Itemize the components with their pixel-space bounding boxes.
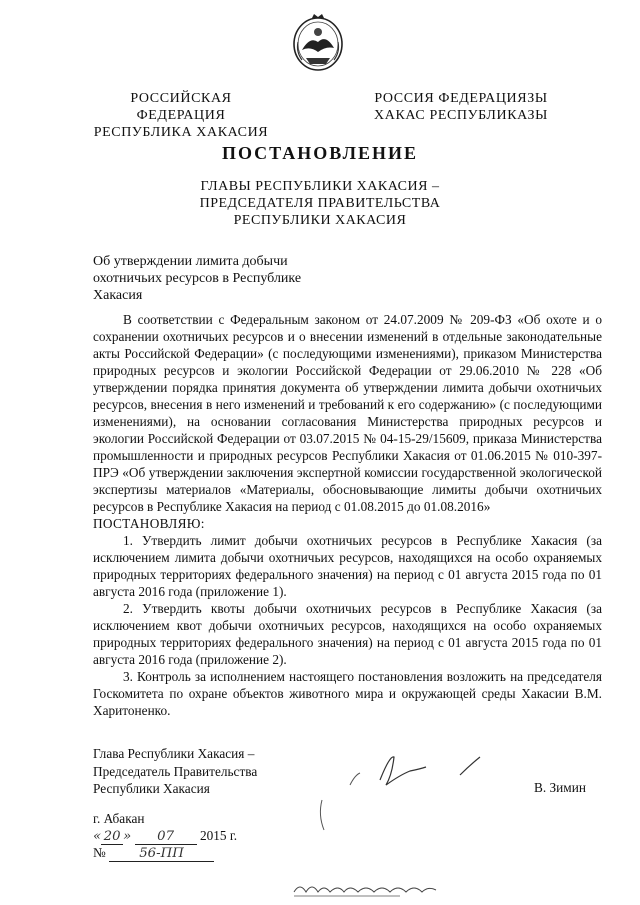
signatory-line2: Председатель Правительства <box>93 763 258 779</box>
subtitle-line3: РЕСПУБЛИКИ ХАКАСИЯ <box>233 213 407 228</box>
preamble-paragraph: В соответствии с Федеральным законом от 24.07.2009 № 209-ФЗ «Об охоте и о сохранении охотничьих ресурсов и о внесении изменений в отдельные законодательные акты Российской Федерации» (с последующими изменениями), приказом Министерства природных ресурсов и экологии Российской Федерации от 29.06.2010 № 228 «Об утверждении порядка принятия документа об утверждении лимита добычи охотничьих ресурсов, внесения в него изменений и требований к его содержанию» (с последующими изменениями), на основании согласования Министерства природных ресурсов и экологии Российской Федерации от 03.07.2015 № 04-15-29/15609, приказа Министерства промышленности и природных ресурсов Республики Хакасия от 01.06.2015 № 010-397-ПРЭ «Об утверждении заключения экспертной комиссии государственной экологической экспертизы материалов «Материалы, обосновывающие лимиты добычи охотничьих ресурсов в Республике Хакасия на период с 01.08.2015 до 01.08.2016» <box>93 312 602 514</box>
subject-line1: Об утверждении лимита добычи <box>93 254 288 269</box>
date-day: 20 <box>101 829 123 845</box>
item-3-paragraph: 3. Контроль за исполнением настоящего постановления возложить на председателя Госкомитета по охране объектов животного мира и окружающей среды Хакасии В.М. Харитоненко. <box>93 669 602 718</box>
document-body <box>93 311 602 719</box>
document-title: ПОСТАНОВЛЕНИЕ <box>221 143 419 163</box>
header-right-line1: РОССИЯ ФЕДЕРАЦИЯЗЫ <box>374 91 548 106</box>
signatory-line1: Глава Республики Хакасия – <box>93 746 255 761</box>
signatory-line3: Республики Хакасия <box>93 781 210 796</box>
coat-of-arms-emblem <box>290 12 346 72</box>
subtitle-line1: ГЛАВЫ РЕСПУБЛИКИ ХАКАСИЯ – <box>200 179 440 194</box>
header-left <box>86 90 276 141</box>
date-close-quote: » <box>123 829 132 844</box>
document-number: 56-ПП <box>109 846 214 862</box>
document-subtitle <box>170 178 470 229</box>
header-right <box>372 90 550 124</box>
number-prefix: № <box>93 845 106 860</box>
handwritten-note <box>290 878 440 900</box>
place-of-issue: г. Абакан <box>93 811 145 826</box>
subtitle-line2: ПРЕДСЕДАТЕЛЯ ПРАВИТЕЛЬСТВА <box>199 196 441 211</box>
header-left-line1: РОССИЙСКАЯ ФЕДЕРАЦИЯ <box>130 91 232 123</box>
signatory-title <box>93 745 293 798</box>
signatory-name: В. Зимин <box>534 780 586 795</box>
header-right-line2: ХАКАС РЕСПУБЛИКАЗЫ <box>374 108 548 123</box>
date-year: 2015 г. <box>199 828 238 843</box>
item-1-paragraph: 1. Утвердить лимит добычи охотничьих ресурсов в Республике Хакасия (за исключением лимита добычи охотничьих ресурсов, находящихся на особо охраняемых природных территориях федерального значения) на период с 01 августа 2015 года по 01 августа 2016 года (приложение 1). <box>93 533 602 599</box>
date-month: 07 <box>135 829 197 845</box>
date-open-quote: « <box>93 829 102 844</box>
subject-line3: Хакасия <box>93 288 143 303</box>
subject-line2: охотничьих ресурсов в Республике <box>93 271 302 286</box>
date-line <box>93 828 313 845</box>
item-2-paragraph: 2. Утвердить квоты добычи охотничьих ресурсов в Республике Хакасия (за исключением квот добычи охотничьих ресурсов, находящихся на особо охраняемых природных территориях федерального значения) на период с 01 августа 2015 года по 01 августа 2016 года (приложение 2). <box>93 601 602 667</box>
decree-word: ПОСТАНОВЛЯЮ: <box>93 516 205 531</box>
handwritten-signature <box>310 745 510 835</box>
header-left-line2: РЕСПУБЛИКА ХАКАСИЯ <box>93 125 269 140</box>
number-line <box>93 845 313 862</box>
document-subject <box>93 253 343 304</box>
